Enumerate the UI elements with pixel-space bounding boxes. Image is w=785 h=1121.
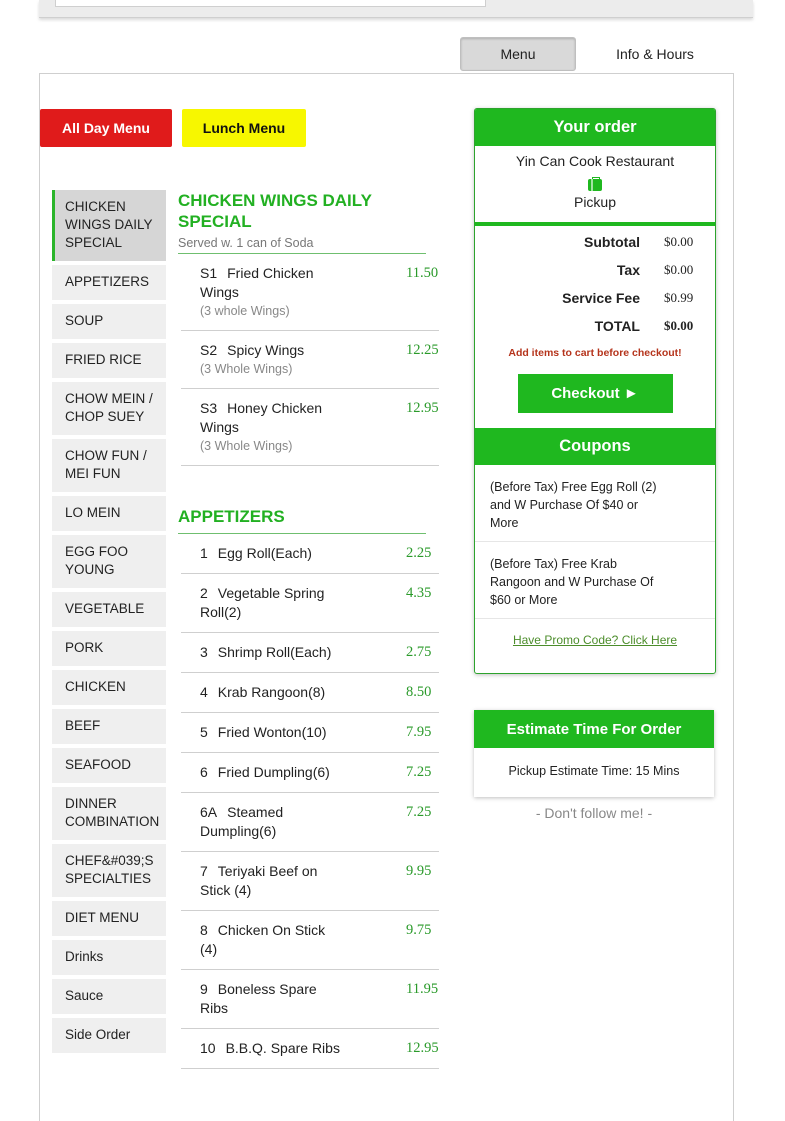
menu-item-title: Fried Dumpling(6) (217, 764, 330, 780)
section-title: APPETIZERS (178, 507, 285, 526)
sidebar-item[interactable]: CHOW MEIN / CHOP SUEY (52, 382, 166, 435)
menu-item[interactable] (181, 254, 439, 331)
order-panel (474, 108, 716, 674)
service-fee-row (475, 290, 715, 318)
menu-item[interactable] (181, 574, 439, 633)
menu-item[interactable] (181, 911, 439, 970)
pickup-label: Pickup (573, 194, 617, 210)
menu-item[interactable] (181, 389, 439, 466)
menu-item-name (200, 723, 340, 742)
sidebar-item[interactable]: FRIED RICE (52, 343, 166, 378)
menu-item-price: 12.95 (406, 1040, 439, 1056)
menu-item-title: Shrimp Roll(Each) (217, 644, 332, 660)
subtotal-value: $0.00 (664, 234, 694, 249)
total-value: $0.00 (664, 318, 694, 333)
tax-row (475, 262, 715, 290)
menu-section (178, 190, 442, 466)
sidebar-item[interactable]: SOUP (52, 304, 166, 339)
menu-item-price: 4.35 (406, 585, 432, 601)
section-subtitle: Served w. 1 can of Soda (178, 236, 314, 250)
shopping-bag-icon (588, 179, 602, 191)
menu-content (178, 190, 442, 1069)
menu-item-code: S1 (200, 265, 218, 281)
menu-item-code: 10 (200, 1040, 216, 1056)
menu-item-name (200, 1039, 340, 1058)
menu-item-name (200, 264, 340, 302)
service-fee-value: $0.99 (664, 290, 694, 305)
menu-item-code: 3 (200, 644, 208, 660)
sidebar-item[interactable]: SEAFOOD (52, 748, 166, 783)
checkout-button[interactable]: Checkout ► (518, 374, 673, 413)
menu-item-title: Fried Chicken Wings (200, 265, 314, 300)
menu-item[interactable] (181, 970, 439, 1029)
sidebar-item[interactable]: Drinks (52, 940, 166, 975)
menu-item[interactable] (181, 534, 439, 574)
coupon-text: (Before Tax) Free Krab Rangoon and W Purchase Of $60 or More (490, 557, 654, 607)
menu-item-code: 2 (200, 585, 208, 601)
menu-item-title: Steamed Dumpling(6) (200, 804, 284, 839)
menu-item-price: 12.95 (406, 400, 439, 416)
menu-item[interactable] (181, 673, 439, 713)
menu-item[interactable] (181, 713, 439, 753)
menu-item-price: 2.75 (406, 644, 432, 660)
menu-item-price: 11.95 (406, 981, 439, 997)
menu-item-price: 11.50 (406, 265, 439, 281)
menu-item-title: Honey Chicken Wings (200, 400, 323, 435)
tab-menu[interactable]: Menu (460, 37, 576, 71)
menu-item-code: 9 (200, 981, 208, 997)
sidebar-item[interactable]: DIET MENU (52, 901, 166, 936)
menu-item-title: Spicy Wings (227, 342, 305, 358)
subtotal-row (475, 234, 715, 262)
menu-item-title: Vegetable Spring Roll(2) (200, 585, 325, 620)
menu-item-name (200, 862, 340, 900)
sidebar-item[interactable]: CHOW FUN / MEI FUN (52, 439, 166, 492)
menu-item-price: 8.50 (406, 684, 432, 700)
order-totals (475, 226, 715, 346)
menu-item-price: 9.95 (406, 863, 432, 879)
menu-item-title: Boneless Spare Ribs (200, 981, 317, 1016)
menu-item-title: B.B.Q. Spare Ribs (225, 1040, 340, 1056)
menu-item-name (200, 921, 340, 959)
estimate-panel (474, 710, 714, 797)
menu-item-price: 12.25 (406, 342, 439, 358)
menu-item-code: 6A (200, 804, 218, 820)
menu-item-code: 8 (200, 922, 208, 938)
sidebar-item[interactable]: DINNER COMBINATION (52, 787, 166, 840)
menu-item-code: S3 (200, 400, 218, 416)
coupon-item[interactable] (475, 542, 715, 619)
menu-item-code: S2 (200, 342, 218, 358)
sidebar-item[interactable]: CHICKEN WINGS DAILY SPECIAL (52, 190, 166, 261)
order-title: Your order (475, 109, 715, 146)
menu-item-description: (3 Whole Wings) (200, 362, 293, 376)
menu-item-price: 9.75 (406, 922, 432, 938)
tab-info-hours[interactable]: Info & Hours (616, 46, 694, 62)
sidebar-item[interactable]: APPETIZERS (52, 265, 166, 300)
menu-item-price: 7.25 (406, 804, 432, 820)
coupon-text: (Before Tax) Free Egg Roll (2) and W Purchase Of $40 or More (490, 480, 657, 530)
menu-item-title: Egg Roll(Each) (217, 545, 312, 561)
sidebar-item[interactable]: PORK (52, 631, 166, 666)
service-fee-label: Service Fee (562, 290, 640, 306)
menu-item-name (200, 341, 340, 360)
menu-item-code: 7 (200, 863, 208, 879)
checkout-warning: Add items to cart before checkout! (508, 347, 682, 359)
menu-item-code: 1 (200, 545, 208, 561)
menu-item-name (200, 683, 340, 702)
section-title: CHICKEN WINGS DAILY SPECIAL (178, 191, 372, 231)
top-search-bar (39, 0, 753, 18)
menu-item-name (200, 803, 340, 841)
subtotal-label: Subtotal (584, 234, 640, 250)
lunch-menu-button[interactable]: Lunch Menu (182, 109, 306, 147)
sidebar-item[interactable]: Sauce (52, 979, 166, 1014)
menu-item-title: Teriyaki Beef on Stick (4) (200, 863, 318, 898)
restaurant-name: Yin Can Cook Restaurant (515, 153, 675, 169)
menu-item-name (200, 584, 340, 622)
menu-item-code: 5 (200, 724, 208, 740)
total-row (475, 318, 715, 346)
dont-follow-link[interactable]: - Don't follow me! - (535, 805, 653, 821)
estimate-time-text: Pickup Estimate Time: 15 Mins (508, 764, 680, 778)
coupons-title: Coupons (475, 428, 715, 465)
menu-item-code: 6 (200, 764, 208, 780)
sidebar-item[interactable]: Side Order (52, 1018, 166, 1053)
menu-item[interactable] (181, 852, 439, 911)
menu-item[interactable] (181, 633, 439, 673)
menu-item[interactable] (181, 331, 439, 389)
total-label: TOTAL (594, 318, 640, 334)
sidebar-item[interactable]: LO MEIN (52, 496, 166, 531)
menu-item[interactable] (181, 1029, 439, 1069)
menu-item-title: Fried Wonton(10) (217, 724, 327, 740)
menu-item-price: 7.25 (406, 764, 432, 780)
menu-item-name (200, 980, 340, 1018)
menu-item-title: Chicken On Stick (4) (200, 922, 326, 957)
search-input[interactable] (55, 0, 486, 7)
sidebar-item[interactable]: EGG FOO YOUNG (52, 535, 166, 588)
all-day-menu-button[interactable]: All Day Menu (40, 109, 172, 147)
tax-label: Tax (616, 262, 640, 278)
menu-item-description: (3 whole Wings) (200, 304, 290, 318)
menu-item-name (200, 763, 340, 782)
menu-item-price: 2.25 (406, 545, 432, 561)
category-sidebar (52, 190, 166, 1057)
menu-item-price: 7.95 (406, 724, 432, 740)
menu-item[interactable] (181, 753, 439, 793)
menu-item-title: Krab Rangoon(8) (217, 684, 326, 700)
tax-value: $0.00 (664, 262, 694, 277)
menu-item[interactable] (181, 793, 439, 852)
menu-item-description: (3 Whole Wings) (200, 439, 293, 453)
sidebar-item[interactable]: CHICKEN (52, 670, 166, 705)
sidebar-item[interactable]: CHEF&#039;S SPECIALTIES (52, 844, 166, 897)
menu-item-name (200, 544, 340, 563)
estimate-title: Estimate Time For Order (474, 710, 714, 748)
menu-item-name (200, 399, 340, 437)
menu-item-code: 4 (200, 684, 208, 700)
menu-item-name (200, 643, 340, 662)
sidebar-item[interactable]: BEEF (52, 709, 166, 744)
menu-section (178, 506, 442, 1069)
coupon-item[interactable] (475, 465, 715, 542)
promo-code-link[interactable]: Have Promo Code? Click Here (512, 633, 678, 647)
sidebar-item[interactable]: VEGETABLE (52, 592, 166, 627)
